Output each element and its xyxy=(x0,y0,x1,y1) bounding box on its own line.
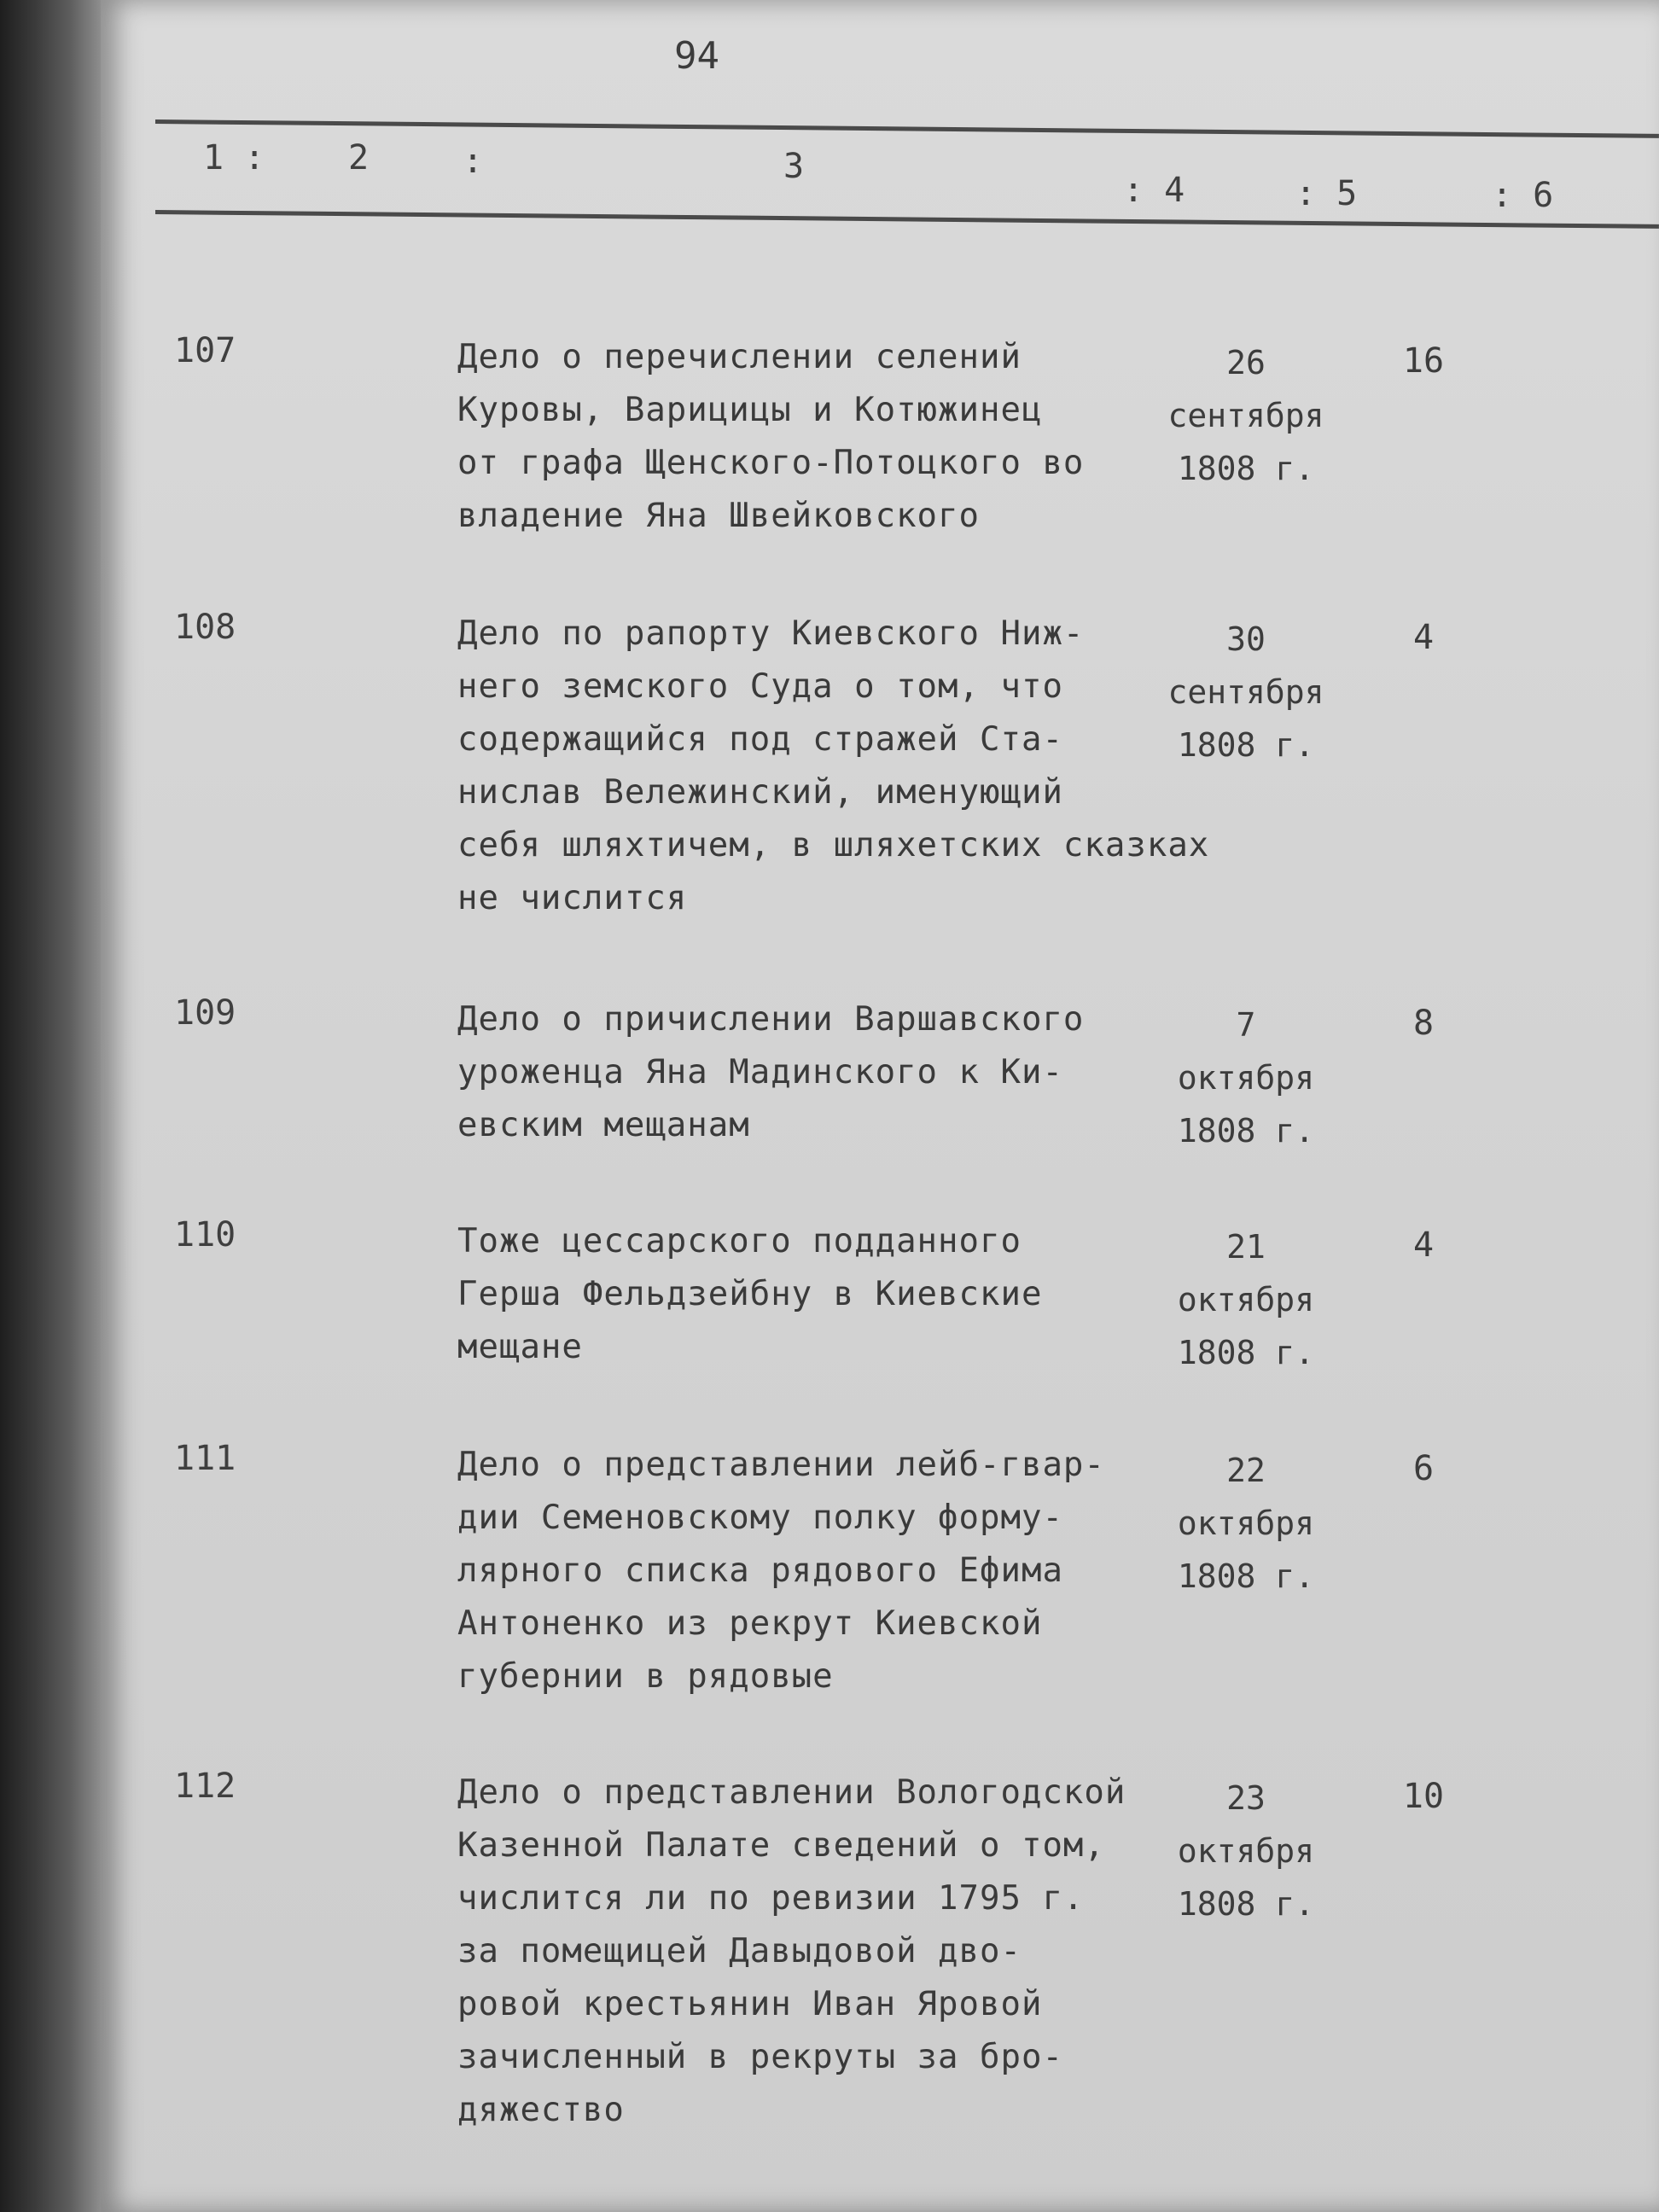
record-date-year: 1808 г. xyxy=(1177,450,1315,487)
record-date-day: 21 xyxy=(1226,1228,1266,1266)
record-title xyxy=(457,608,1243,925)
record-date-day: 23 xyxy=(1226,1779,1266,1817)
archive-inventory-page xyxy=(101,0,1659,2212)
column-header-6: : 6 xyxy=(1492,176,1554,215)
record-title-line: зачисленный в рекруты за бро- xyxy=(457,2038,1063,2076)
record-date-year: 1808 г. xyxy=(1177,1334,1315,1371)
record-date-day: 22 xyxy=(1226,1452,1266,1489)
record-date-month: сентября xyxy=(1167,673,1324,711)
header-rule-top xyxy=(155,119,1659,138)
record-title xyxy=(457,1439,1243,1703)
column-header-3: 3 xyxy=(783,147,805,186)
record-title-line: Дело по рапорту Киевского Ниж- xyxy=(457,614,1085,653)
record-title-line: от графа Щенского-Потоцкого во xyxy=(457,444,1085,482)
record-title-line: мещане xyxy=(457,1328,583,1366)
record-title-line: Дело о представлении Вологодской xyxy=(457,1773,1126,1812)
record-sheet-count: 4 xyxy=(1412,618,1435,657)
record-date xyxy=(1144,1220,1348,1379)
record-number: 109 xyxy=(174,993,236,1033)
record-date xyxy=(1144,1772,1348,1930)
column-header-5: : 5 xyxy=(1295,174,1358,213)
record-number: 107 xyxy=(174,331,236,370)
record-date xyxy=(1144,998,1348,1157)
record-title-line: Дело о перечислении селений xyxy=(457,338,1022,376)
record-date-month: октября xyxy=(1177,1059,1315,1097)
record-title xyxy=(457,1215,1243,1374)
record-sheet-count: 6 xyxy=(1412,1449,1435,1488)
record-date-year: 1808 г. xyxy=(1177,1112,1315,1150)
record-title-line: за помещицей Давыдовой дво- xyxy=(457,1932,1022,1970)
record-title-line: Дело о представлении лейб-гвар- xyxy=(457,1446,1105,1484)
record-title-line: Дело о причислении Варшавского xyxy=(457,1000,1085,1039)
record-date-day: 30 xyxy=(1226,620,1266,658)
record-date xyxy=(1144,336,1348,495)
record-number: 112 xyxy=(174,1767,236,1806)
record-date-month: октября xyxy=(1177,1281,1315,1318)
record-date-year: 1808 г. xyxy=(1177,1885,1315,1923)
record-title-line: себя шляхтичем, в шляхетских сказках xyxy=(457,826,1210,864)
record-sheet-count: 10 xyxy=(1402,1777,1445,1816)
record-date-year: 1808 г. xyxy=(1177,726,1315,764)
record-date-month: сентября xyxy=(1167,397,1324,434)
record-title-line: губернии в рядовые xyxy=(457,1657,834,1696)
record-title xyxy=(457,331,1243,543)
record-date-year: 1808 г. xyxy=(1177,1557,1315,1595)
record-title-line: не числится xyxy=(457,879,688,917)
record-title-line: дяжество xyxy=(457,2091,625,2129)
record-number: 110 xyxy=(174,1215,236,1254)
record-title-line: содержащийся под стражей Ста- xyxy=(457,720,1063,759)
page-number: 94 xyxy=(674,34,719,78)
record-title-line: Герша Фельдзейбну в Киевские xyxy=(457,1275,1043,1313)
record-date xyxy=(1144,1444,1348,1603)
record-sheet-count: 16 xyxy=(1402,341,1445,381)
record-title-line: Куровы, Варицицы и Котюжинец xyxy=(457,391,1043,429)
record-title-line: евским мещанам xyxy=(457,1106,750,1144)
record-title-line: уроженца Яна Мадинского к Ки- xyxy=(457,1053,1063,1091)
record-title-line: владение Яна Швейковского xyxy=(457,497,980,535)
record-date-month: октября xyxy=(1177,1832,1315,1870)
record-sheet-count: 4 xyxy=(1412,1225,1435,1265)
column-header-separator: : xyxy=(463,142,484,181)
record-date xyxy=(1144,613,1348,771)
record-title-line: Тоже цессарского подданного xyxy=(457,1222,1022,1260)
column-header-2: 2 xyxy=(348,138,370,178)
record-date-day: 7 xyxy=(1236,1006,1256,1044)
record-date-month: октября xyxy=(1177,1505,1315,1542)
record-title-line: Антоненко из рекрут Киевской xyxy=(457,1604,1043,1643)
record-title-line: ровой крестьянин Иван Яровой xyxy=(457,1985,1043,2023)
book-binding-shadow xyxy=(0,0,101,2212)
record-title-line: числится ли по ревизии 1795 г. xyxy=(457,1879,1085,1918)
record-number: 111 xyxy=(174,1439,236,1478)
record-number: 108 xyxy=(174,608,236,647)
record-title-line: дии Семеновскому полку форму- xyxy=(457,1499,1063,1537)
record-title xyxy=(457,1767,1243,2137)
header-rule-bottom xyxy=(155,210,1659,229)
column-header-4: : 4 xyxy=(1123,171,1185,210)
record-title-line: нислав Вележинский, именующий xyxy=(457,773,1063,812)
record-title-line: него земского Суда о том, что xyxy=(457,667,1063,706)
record-title xyxy=(457,993,1243,1152)
record-title-line: Казенной Палате сведений о том, xyxy=(457,1826,1105,1865)
record-date-day: 26 xyxy=(1226,344,1266,381)
record-title-line: лярного списка рядового Ефима xyxy=(457,1551,1063,1590)
record-sheet-count: 8 xyxy=(1412,1004,1435,1043)
column-header-1: 1 : xyxy=(203,138,265,178)
